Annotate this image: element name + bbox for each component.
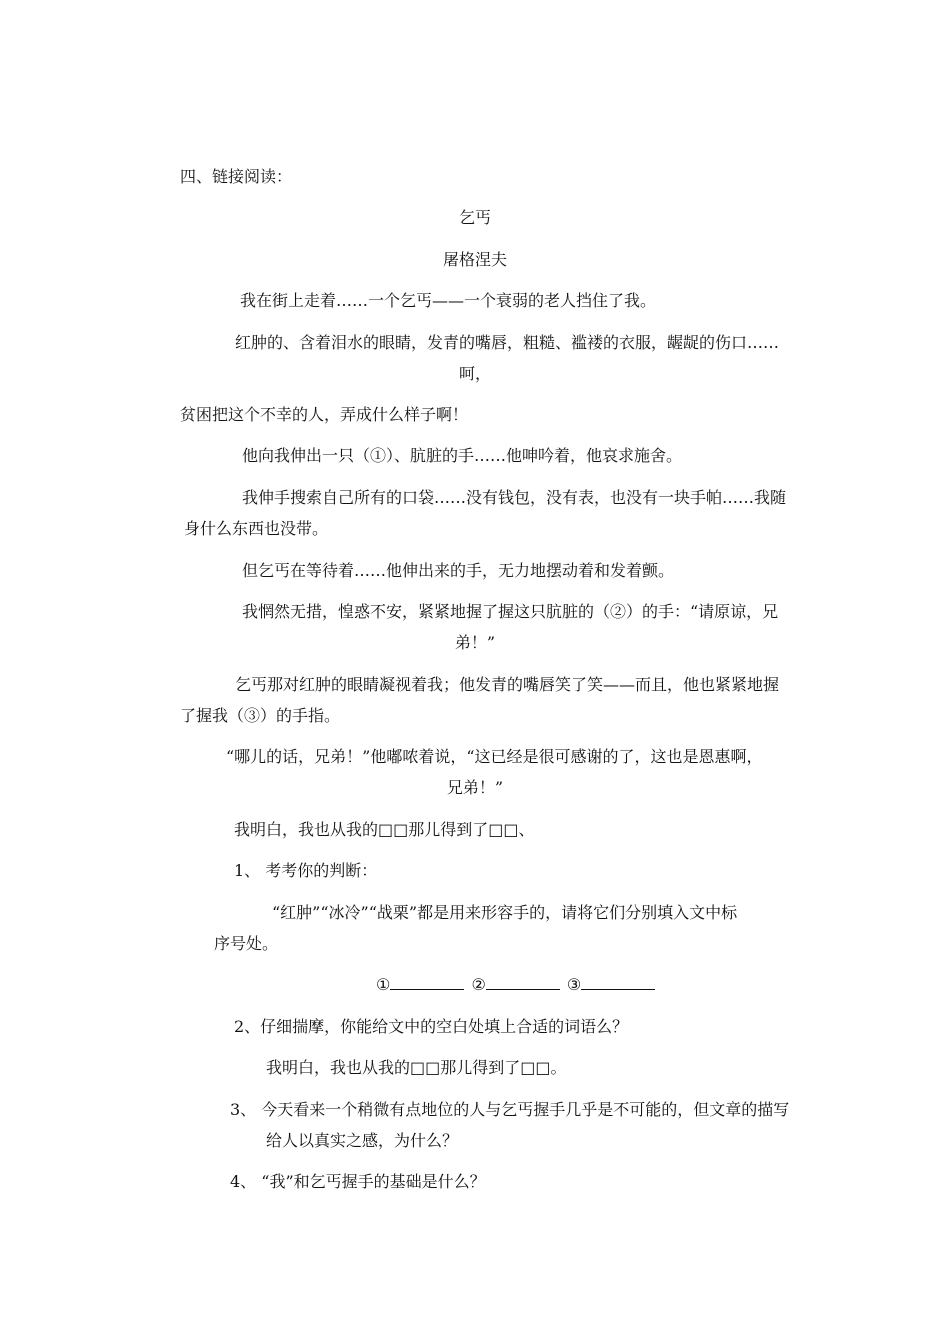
paragraph-6-line-2: 弟！” xyxy=(454,633,496,652)
question-3-line-2: 给人以真实之感，为什么？ xyxy=(266,1131,459,1150)
question-1-text-line-1: “红肿”“冰冷”“战栗”都是用来形容手的，请将它们分别填入文中标 xyxy=(272,903,738,922)
paragraph-2-line-1: 红肿的、含着泪水的眼睛，发青的嘴唇，粗糙、褴褛的衣服，龌龊的伤口…… xyxy=(235,333,780,352)
paragraph-5: 但乞丐在等待着……他伸出来的手，无力地摆动着和发着颤。 xyxy=(242,561,675,580)
paragraph-9: 我明白，我也从我的□□那儿得到了□□、 xyxy=(234,820,535,839)
question-2-title: 2、仔细揣摩，你能给文中的空白处填上合适的词语么？ xyxy=(234,1017,629,1036)
answer-blank-2[interactable] xyxy=(486,975,560,990)
question-3-line-1: 3、 今天看来一个稍微有点地位的人与乞丐握手几乎是不可能的，但文章的描写 xyxy=(230,1100,790,1119)
blank-label-1: ① xyxy=(376,975,391,994)
paragraph-7-line-1: 乞丐那对红肿的眼睛凝视着我；他发青的嘴唇笑了笑——而且，他也紧紧地握 xyxy=(235,675,780,694)
question-2-text: 我明白，我也从我的□□那儿得到了□□。 xyxy=(266,1058,567,1077)
story-author: 屠格涅夫 xyxy=(442,250,507,269)
question-1-answer-blanks xyxy=(376,975,657,995)
section-heading: 四、链接阅读： xyxy=(180,167,293,186)
paragraph-8-line-2: 兄弟！” xyxy=(446,778,504,797)
paragraph-6-line-1: 我惘然无措，惶惑不安，紧紧地握了握这只肮脏的（②）的手：“请原谅，兄 xyxy=(242,602,779,621)
question-1-text-line-2: 序号处。 xyxy=(214,934,279,953)
question-4: 4、 “我”和乞丐握手的基础是什么？ xyxy=(230,1172,486,1191)
paragraph-1: 我在街上走着……一个乞丐——一个衰弱的老人挡住了我。 xyxy=(240,291,657,310)
question-1-title: 1、 考考你的判断： xyxy=(234,861,378,880)
paragraph-4-line-1: 我伸手搜索自己所有的口袋……没有钱包，没有表，也没有一块手帕……我随 xyxy=(242,488,787,507)
paragraph-2-line-2: 呵， xyxy=(458,364,491,383)
blank-label-3: ③ xyxy=(566,975,582,994)
paragraph-8-line-1: “哪儿的话，兄弟！”他嘟哝着说，“这已经是很可感谢的了，这也是恩惠啊， xyxy=(226,747,763,766)
answer-blank-3[interactable] xyxy=(581,975,655,990)
paragraph-2-line-3: 贫困把这个不幸的人，弄成什么样子啊！ xyxy=(180,405,469,424)
story-title: 乞丐 xyxy=(458,208,491,227)
paragraph-7-line-2: 了握我（③）的手指。 xyxy=(180,706,341,725)
paragraph-3: 他向我伸出一只（①）、肮脏的手……他呻吟着，他哀求施舍。 xyxy=(242,446,683,465)
paragraph-4-line-2: 身什么东西也没带。 xyxy=(184,519,329,538)
answer-blank-1[interactable] xyxy=(390,975,464,990)
blank-label-2: ② xyxy=(471,975,486,994)
